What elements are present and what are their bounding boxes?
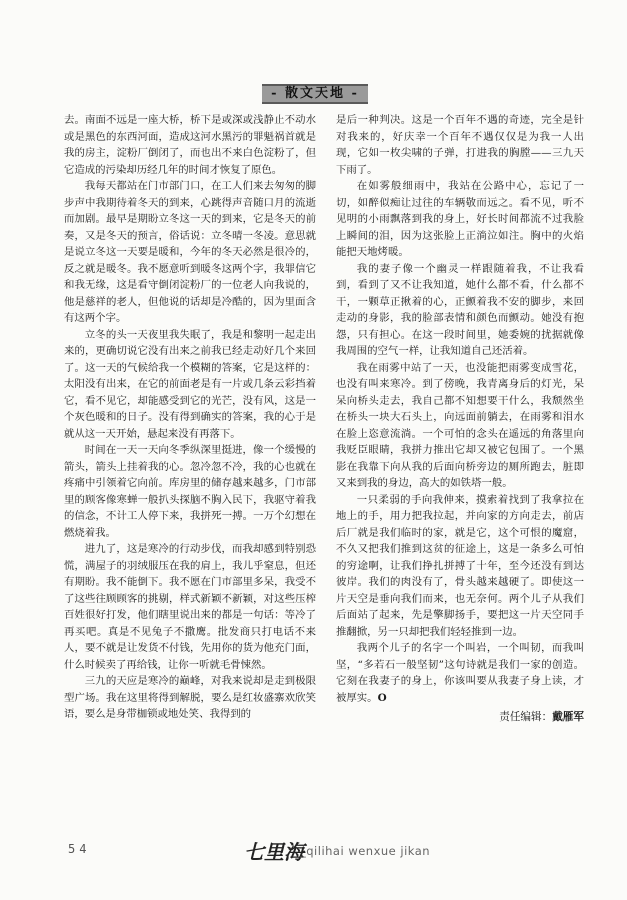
paragraph-text: 时间在一天一天向冬季纵深里挺进，像一个缓慢的箭头，箭头上挂着我的心。忽冷忽不冷，我的心也就在疼痛中引领着它向前。库房里的储存越来越多，门市部里的顾客像寒蝉一般扒头探脑不胸入民下，我驱守着我的信念，不计工人停下来，我拼死一搏。一万个幻想在燃烧着我。 [64, 444, 316, 539]
article-paragraph [336, 261, 584, 360]
article-paragraph [64, 327, 316, 443]
article-column-right [336, 112, 584, 726]
paragraph-text: 一只柔弱的手向我伸来，摸索着找到了我拿拉在地上的手，用力把我拉起，并向家的方向走去，前店后厂就是我们临时的家，就是它，这个可恨的魔窟，不久又把我们推到这贫的征途上，这是一条多么可怕的穷途啊，让我们挣扎拼搏了十年，至今还没有到达彼岸。我们的肉没有了，骨头越来越硬了。即使这一片天空是垂向我们而来，也无奈何。两个儿子从我们后面站了起来，先是擎脚扬手，要把这一片天空同手推翻掀，另一只却把我们轻轻推到一边。 [336, 493, 584, 638]
section-title: - 散文天地 - [271, 86, 359, 101]
article-paragraph [64, 541, 316, 673]
article-paragraph [64, 673, 316, 723]
paragraph-text: 进九了，这是寒冷的行动步伐，而我却感到特别恐慌，满屋子的羽绒服压在我的肩上，我儿乎窒息，但还有期盼。我不能倒下。我不愿在门市部里多呆，我受不了这些往顾顾客的挑剔，样式新颖不新颖，对这些压榨百姓很好打发，他们瞎里说出来的都是一句话：等冷了再买吧。真是不见兔子不撒鹰。批发商只打电话不来人，要不就是让发货不付钱，先用你的货为他充门面，什么时候卖了再给钱，让你一听就毛骨悚然。 [64, 543, 316, 671]
paragraph-text: 我在雨雾中站了一天，也没能把雨雾变成雪花，也没有叫来寒冷。到了傍晚，我青离身后的灯光，呆呆向桥头走去，我自己都不知想要干什么，我颓然坐在桥头一块大石头上，向远面前躺去，在雨雾和泪水在脸上恣意流淌。一个可怕的念头在遥远的角落里向我贬臣眼睛，我拼力推出它却又被它包围了。一个黑影在我靠下向从我的后面向桥旁边的厕所跑去，脏即又来到我的身边，高大的如铁塔一般。 [336, 361, 584, 489]
article-paragraph [336, 178, 584, 261]
page-footer [0, 836, 627, 866]
paragraph-text: 我两个儿子的名字一个叫岩，一个叫韧，而我叫坚，“多若石一般坚韧”这句诗就是我们一家的创造。它刻在我妻子的身上，你该叫要从我妻子身上读，才被厚实。 [336, 642, 584, 704]
page-number: 54 [68, 842, 91, 856]
paragraph-text: 三九的天应是寒冷的巅峰，对我来说却是走到极限型广场。我在这里将得到解脱，要么是红妆盛寨欢欣笑语，要么是身带枷锁或地处笑、我得到的 [64, 675, 316, 720]
article-paragraph [64, 112, 316, 178]
article-paragraph [64, 442, 316, 541]
editor-label: 责任编辑： [499, 711, 553, 723]
paragraph-text: 去。南面不远是一座大桥，桥下是或深或浅静止不动水或是黑色的东西河面，造成这河水黑污的罪魁祸首就是我的房主，淀粉厂倒闭了，而也出不来白色淀粉了，但它造成的污染却历经几年的时间才恢复了原色。 [64, 114, 316, 176]
editor-name: 戴雁军 [552, 711, 584, 723]
article-paragraph [336, 112, 584, 178]
article-column-left [64, 112, 316, 723]
paragraph-text: 立冬的头一天夜里我失眠了，我是和黎明一起走出来的，更确切说它没有出来之前我已经走动好几个来回了。这一天的气候给我一个模糊的答案，它是这样的：太阳没有出来，在它的前面老是有一片或几条云彩挡着它，看不见它，却能感受到它的光芒，没有风，这是一个灰色暖和的日子。没有得到确实的答案，我的心于是就从这一天开始，悬起来没有再落下。 [64, 328, 316, 440]
paragraph-text: 我每天都站在门市部门口，在工人们来去匆匆的脚步声中我期待着冬天的到来，心跳得声音随口月的流逝而加剧。最早是期盼立冬这一天的到来，它是冬天的前奏，又是冬天的预言，俗话说：立冬晴一冬凌。意思就是说立冬这一天要是暖和，今年的冬天必然是很冷的，反之就是暖冬。我不愿意听到暖冬这两个字，我罪信它和我无缘，这是看守倒闭淀粉厂的一位老人向我说的，他是慈祥的老人，但他说的话却是冷酷的，因为里面含有这两个字。 [64, 180, 316, 324]
journal-logo-pinyin: _qilihai wenxue jikan [300, 844, 431, 858]
article-paragraph [336, 360, 584, 492]
editor-credit [336, 709, 584, 726]
paragraph-text: 在如雾般细雨中，我站在公路中心，忘记了一切，如醉似痴让过往的车辆敬而远之。看不见，听不见明的小雨飘落到我的身上，好长时间都流不过我脸上瞬间的泪，因为这张脸上正淌泣如注。胸中的火焰能把天地烤暖。 [336, 180, 584, 258]
paragraph-text: 我的妻子像一个幽灵一样跟随着我，不让我看到，看到了又不让我知道，她什么都不看，什么都不干，一颗草正揪着的心，正颤着我不安的脚步，来回走动的身影，我的脸部表情和颜色而颤动。她没有抱怨，只有担心。在这一段时间里，她委婉的扰据就像我周围的空气一样，让我知道自己还活着。 [336, 262, 584, 357]
journal-logo: 七里海 [244, 840, 304, 864]
paragraph-text: 是后一种判决。这是一个百年不遇的奇迹，完全是针对我来的，好庆幸一个百年不遇仅仅是为我一人出现，它如一枚尖啸的子弹，打进我的胸膛——三九天下雨了。 [336, 114, 584, 176]
end-mark: O [377, 691, 387, 704]
article-paragraph [336, 492, 584, 641]
section-header [262, 84, 368, 104]
article-paragraph [64, 178, 316, 327]
article-paragraph [336, 640, 584, 706]
